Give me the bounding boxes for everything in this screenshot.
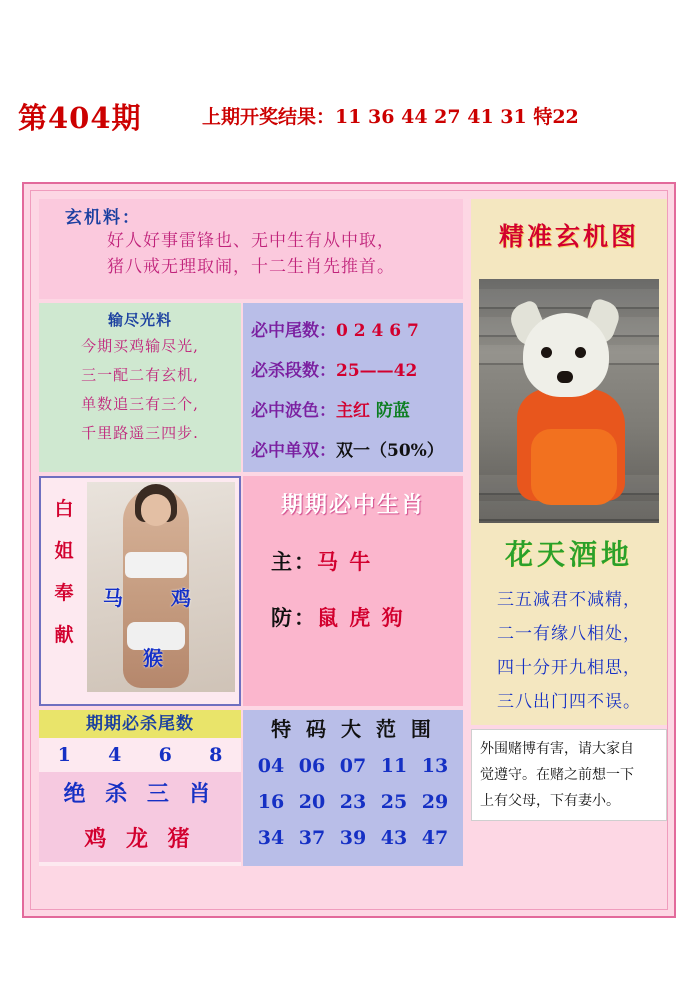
girl-top-shape	[125, 552, 187, 578]
kill-tail-numbers	[39, 738, 241, 772]
range-cell: 34	[257, 827, 285, 849]
disclaimer-line-3: 上有父母，下有妻小。	[480, 793, 620, 809]
kill-tail-box	[39, 710, 241, 866]
baijie-vertical-label	[49, 488, 79, 656]
range-cell: 07	[339, 755, 367, 777]
special-range-grid	[243, 748, 463, 856]
girl-photo	[87, 482, 235, 692]
right-poem-line-4: 三八出门四不误。	[497, 692, 641, 712]
special-range-title: 特 码 大 范 围	[271, 717, 435, 741]
baijie-char-2: 姐	[54, 540, 74, 562]
overlay-word-1: 马	[103, 586, 123, 610]
xuanji-poem-box	[39, 199, 463, 299]
zodiac-defend-value: 鼠 虎 狗	[317, 605, 405, 630]
range-cell: 13	[421, 755, 449, 777]
zodiac-main-label: 主：	[271, 549, 317, 574]
kill-range-row	[251, 351, 463, 391]
main-frame	[22, 182, 676, 918]
color-label: 必中波色：	[251, 401, 336, 421]
kill-tail-number-3: 6	[158, 744, 172, 766]
dog-photo	[479, 279, 659, 523]
right-poem-box	[471, 583, 667, 725]
shujinguang-line-2: 三一配二有玄机,	[81, 366, 199, 384]
range-cell: 37	[298, 827, 326, 849]
xuanji-poem-line-2: 猪八戒无理取闹，十二生肖先推首。	[107, 257, 395, 277]
range-cell: 04	[257, 755, 285, 777]
tail-numbers-label: 必中尾数：	[251, 321, 336, 341]
odd-even-row	[251, 431, 463, 471]
girl-face-shape	[141, 494, 171, 526]
tail-numbers-row	[251, 311, 463, 351]
right-mid-title: 花天酒地	[504, 538, 633, 571]
special-range-box	[243, 710, 463, 866]
range-cell: 25	[380, 791, 408, 813]
issue-number: 第404期	[18, 101, 142, 135]
right-poem-line-2: 二一有缘八相处，	[497, 624, 641, 644]
zodiac-defend-label: 防：	[271, 605, 317, 630]
color-value-blue: 防蓝	[375, 401, 410, 421]
kill-tail-title: 期期必杀尾数	[39, 710, 241, 738]
dog-photo-box	[471, 275, 667, 527]
range-cell: 29	[421, 791, 449, 813]
right-header-title: 精准玄机图	[498, 222, 639, 251]
kill-three-value: 鸡 龙 猪	[39, 816, 241, 862]
zodiac-main-row	[243, 534, 463, 590]
color-row	[251, 391, 463, 431]
range-cell: 11	[380, 755, 408, 777]
tail-numbers-value: 0 2 4 6 7	[336, 321, 419, 341]
range-cell: 47	[421, 827, 449, 849]
right-mid-box	[471, 527, 667, 583]
main-frame-inner	[30, 190, 668, 910]
dog-nose-shape	[557, 371, 573, 383]
baijie-char-3: 奉	[54, 582, 74, 604]
disclaimer-line-1: 外围赌博有害，请大家自	[480, 741, 634, 757]
baijie-picture-box	[39, 476, 241, 706]
odd-even-label: 必中单双：	[251, 441, 336, 461]
right-header-box	[471, 199, 667, 275]
right-poem-line-3: 四十分开九相思，	[497, 658, 641, 678]
zodiac-defend-row	[243, 590, 463, 646]
shujinguang-box	[39, 303, 241, 472]
range-cell: 06	[298, 755, 326, 777]
range-cell: 43	[380, 827, 408, 849]
xuanji-poem-line-1: 好人好事雷锋也、无中生有从中取，	[107, 231, 395, 251]
range-cell: 39	[339, 827, 367, 849]
overlay-word-3: 猴	[143, 646, 163, 670]
baijie-char-4: 献	[54, 624, 74, 646]
xuanji-poem-title: 玄机料：	[65, 208, 141, 228]
shujinguang-line-1: 今期买鸡输尽光,	[81, 337, 199, 355]
page-header	[0, 96, 700, 142]
right-column	[471, 199, 667, 821]
dog-eye-right-shape	[575, 347, 586, 358]
dog-jacket-shape	[531, 429, 617, 505]
dog-eye-left-shape	[541, 347, 552, 358]
kill-tail-number-4: 8	[209, 744, 223, 766]
left-column	[39, 199, 463, 866]
kill-three-title: 绝 杀 三 肖	[39, 772, 241, 816]
shujinguang-title: 输尽光料	[107, 311, 172, 329]
range-cell: 16	[257, 791, 285, 813]
shujinguang-line-4: 千里路遥三四步.	[81, 424, 199, 442]
kill-range-label: 必杀段数：	[251, 361, 336, 381]
plank-shape	[479, 289, 659, 309]
table-row	[253, 748, 453, 784]
baijie-char-1: 白	[54, 498, 74, 520]
zodiac-main-value: 马 牛	[317, 549, 373, 574]
zodiac-box	[243, 476, 463, 706]
last-draw-result: 上期开奖结果：11 36 44 27 41 31 特22	[202, 106, 579, 128]
shujinguang-line-3: 单数追三有三个,	[81, 395, 199, 413]
kill-tail-number-2: 4	[108, 744, 122, 766]
disclaimer-line-2: 觉遵守。在赌之前想一下	[480, 767, 634, 783]
tips-row	[39, 303, 463, 472]
kill-tail-number-1: 1	[57, 744, 71, 766]
picture-zodiac-row	[39, 476, 463, 706]
disclaimer-box	[471, 729, 667, 821]
kill-range-value: 25——42	[336, 361, 418, 381]
zodiac-title: 期期必中生肖	[280, 492, 425, 518]
range-cell: 23	[339, 791, 367, 813]
table-row	[253, 784, 453, 820]
overlay-word-2: 鸡	[171, 586, 191, 610]
color-value-red: 主红	[336, 401, 370, 421]
right-poem-line-1: 三五减君不减精，	[497, 590, 641, 610]
predictions-box	[243, 303, 463, 472]
range-cell: 20	[298, 791, 326, 813]
dog-head-shape	[523, 313, 609, 397]
table-row	[253, 820, 453, 856]
bottom-row	[39, 710, 463, 866]
odd-even-value: 双一（50%）	[336, 441, 444, 461]
